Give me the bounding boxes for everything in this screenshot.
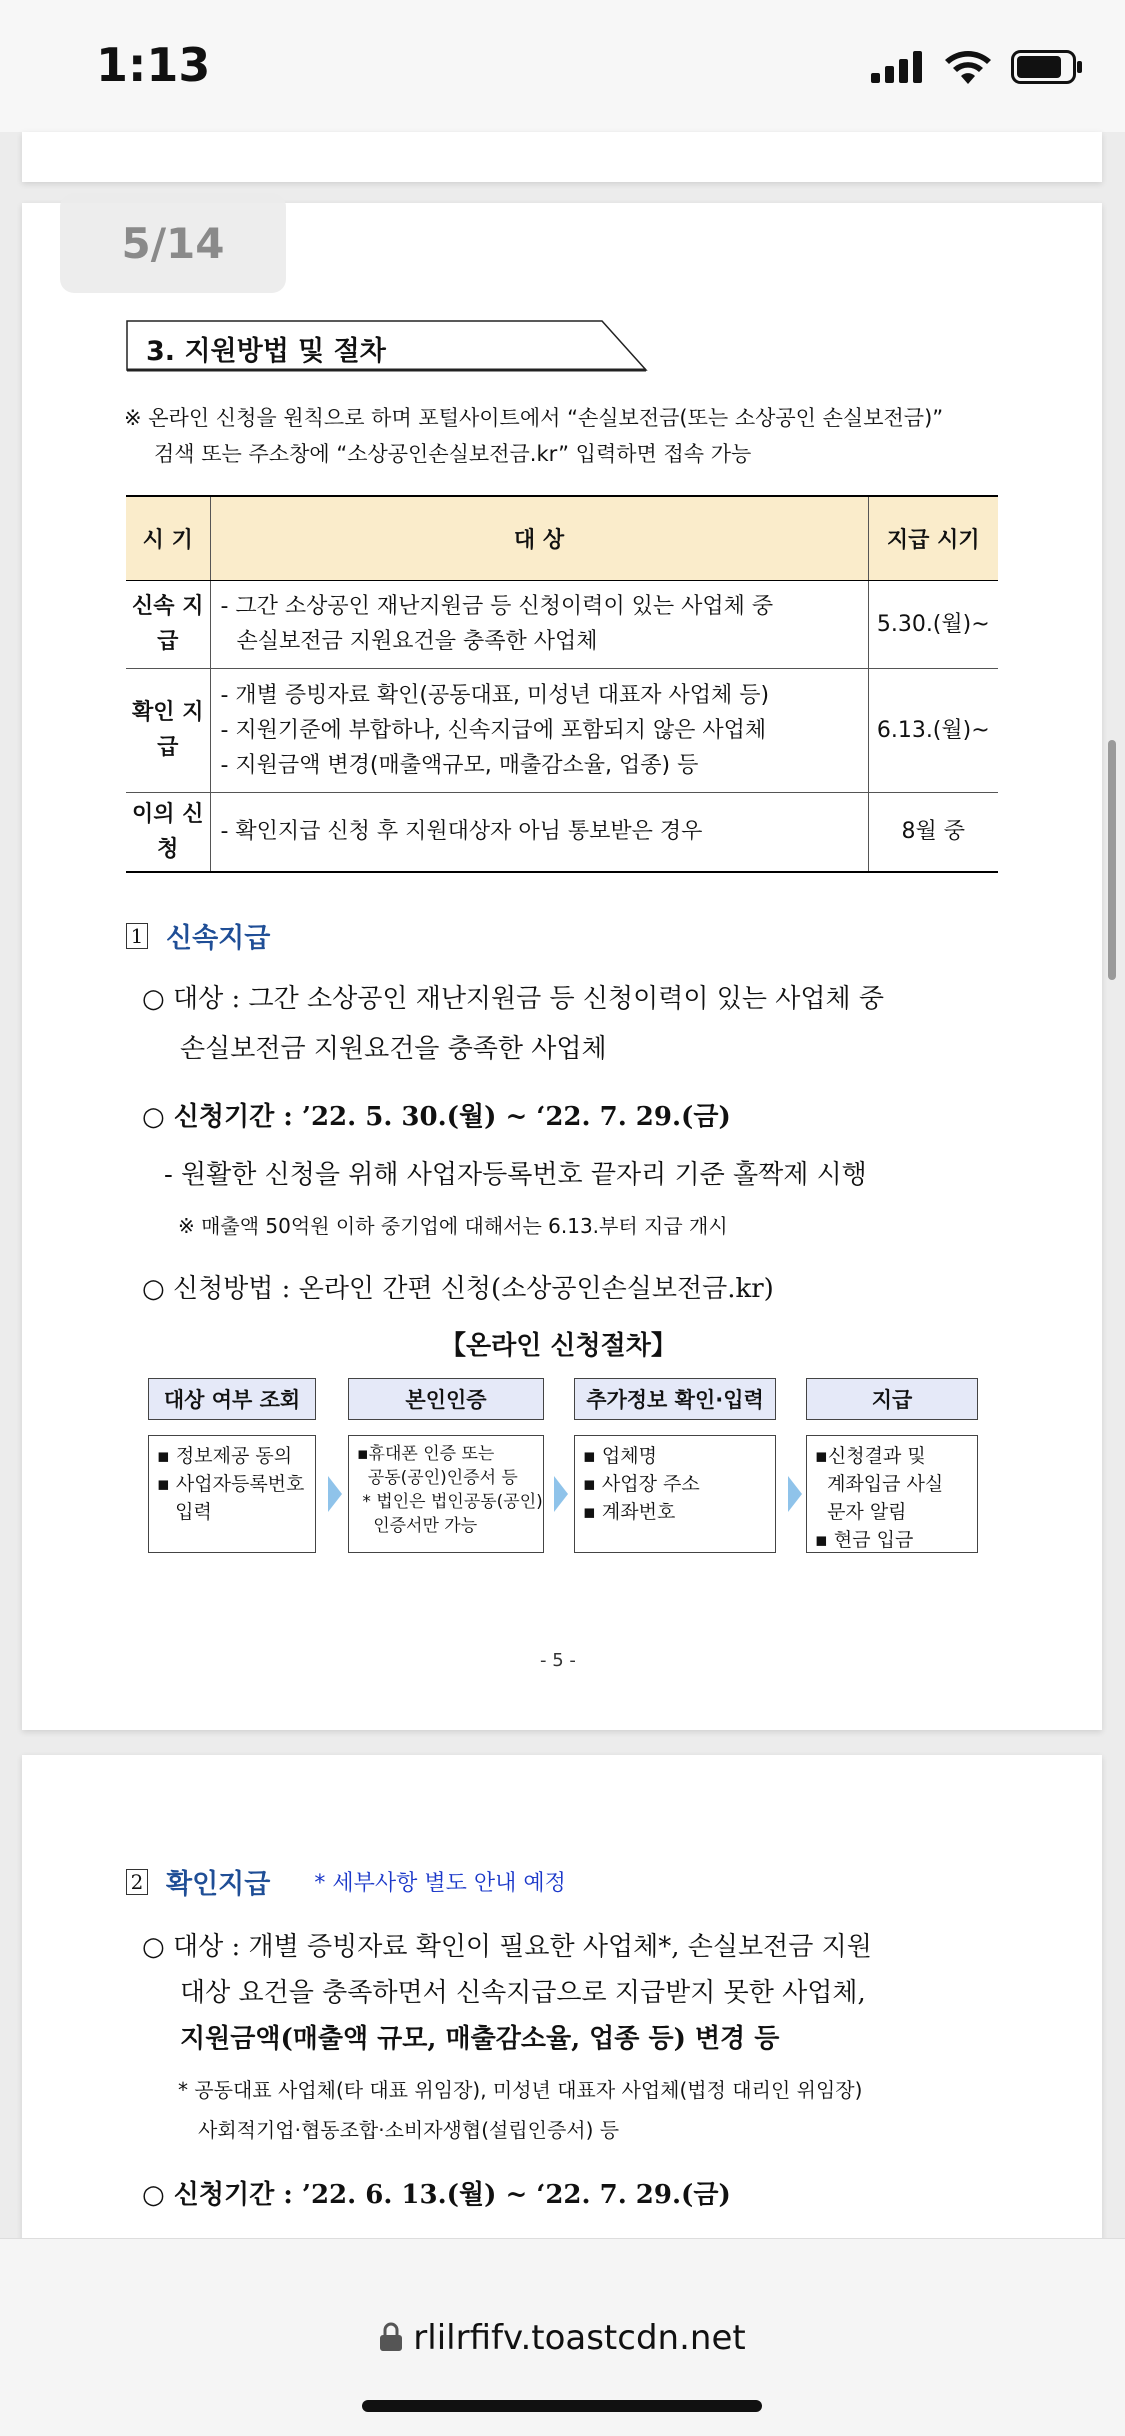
table-cell-target (210, 792, 868, 872)
part1-period-sub: - 원활한 신청을 위해 사업자등록번호 끝자리 기준 홀짝제 시행 (164, 1160, 867, 1190)
table-cell-date: 6.13.(월)~ (868, 668, 998, 792)
part2-note: * 세부사항 별도 안내 예정 (314, 1871, 566, 1896)
part1-number: 1 (126, 923, 148, 949)
target-line: - 개별 증빙자료 확인(공동대표, 미성년 대표자 사업체 등) (220, 682, 770, 708)
page-indicator-badge: 5/14 (60, 193, 286, 293)
flow-step-head: 지급 (806, 1378, 978, 1420)
part1-period: ○ 신청기간 : ’22. 5. 30.(월) ~ ‘22. 7. 29.(금) (142, 1102, 731, 1132)
part2-number: 2 (126, 1869, 148, 1895)
part1-method: ○ 신청방법 : 온라인 간편 신청(소상공인손실보전금.kr) (142, 1274, 774, 1304)
target-line: 손실보전금 지원요건을 충족한 사업체 (236, 629, 598, 654)
flow-step-line: 입력 (157, 1501, 212, 1523)
flow-step-line: ▪ 현금 입금 (815, 1529, 914, 1551)
section-title: 3. 지원방법 및 절차 (146, 336, 386, 367)
flow-arrow-icon (554, 1476, 568, 1512)
table-row (126, 580, 998, 668)
section-note (124, 400, 1014, 472)
part2-target (142, 1924, 1012, 2062)
address-bar[interactable] (0, 2318, 1125, 2358)
part2-target-line3: 지원금액(매출액 규모, 매출감소율, 업종 등) 변경 등 (180, 2024, 780, 2054)
table-cell-target (210, 580, 868, 668)
signal-icon (871, 51, 925, 83)
part2-heading (126, 1862, 566, 1901)
part1-target-line2: 손실보전금 지원요건을 충족한 사업체 (180, 1034, 607, 1064)
wifi-icon (945, 50, 991, 84)
flow-step-line: ▪ 업체명 (583, 1445, 657, 1467)
status-bar (0, 0, 1125, 132)
status-icons (871, 50, 1083, 84)
target-line: - 지원금액 변경(매출액규모, 매출감소율, 업종) 등 (220, 752, 699, 778)
part2-target-line1: ○ 대상 : 개별 증빙자료 확인이 필요한 사업체*, 손실보전금 지원 (142, 1932, 872, 1962)
flow-step-box (148, 1435, 316, 1553)
flow-step-head: 추가정보 확인·입력 (574, 1378, 776, 1420)
flow-step-line: ▪ 계좌번호 (583, 1501, 676, 1523)
part1-heading (126, 916, 270, 955)
flow-step-box (574, 1435, 776, 1553)
part1-target (142, 974, 1012, 1074)
flow-step-line: ▪ 사업장 주소 (583, 1473, 700, 1495)
flow-step-line: 계좌입금 사실 (815, 1473, 944, 1495)
target-line: - 지원기준에 부합하나, 신속지급에 포함되지 않은 사업체 (220, 717, 767, 743)
part2-title: 확인지급 (166, 1869, 271, 1900)
part2-footnote2: 사회적기업·협동조합·소비자생협(설립인증서) 등 (198, 2118, 620, 2142)
flow-step-box (806, 1435, 978, 1553)
flow-step-box (348, 1435, 544, 1553)
part2-period: ○ 신청기간 : ’22. 6. 13.(월) ~ ‘22. 7. 29.(금) (142, 2180, 731, 2210)
table-cell-period: 확인 지급 (126, 668, 210, 792)
table-header-date: 지급 시기 (868, 496, 998, 580)
part2-footnote1: * 공동대표 사업체(타 대표 위임장), 미성년 대표자 사업체(법정 대리인 위임장) (178, 2078, 863, 2102)
flow-step-line: 인증서만 가능 (357, 1516, 478, 1536)
target-line: - 그간 소상공인 재난지원금 등 신청이력이 있는 사업체 중 (220, 594, 774, 619)
flow-step-line: 문자 알림 (815, 1501, 907, 1523)
url-text: rlilrfifv.toastcdn.net (413, 2318, 746, 2358)
section-note-line2: 검색 또는 주소창에 “소상공인손실보전금.kr” 입력하면 접속 가능 (154, 442, 752, 466)
part2-target-line2: 대상 요건을 충족하면서 신속지급으로 지급받지 못한 사업체, (180, 1978, 866, 2008)
page-footer-number: - 5 - (540, 1650, 576, 1671)
document-page-previous (22, 132, 1102, 182)
flow-step-line: * 법인은 법인공동(공인) (357, 1492, 543, 1512)
table-row (126, 668, 998, 792)
table-cell-date: 5.30.(월)~ (868, 580, 998, 668)
table-header-target: 대 상 (210, 496, 868, 580)
flow-step-head: 대상 여부 조회 (148, 1378, 316, 1420)
flow-arrow-icon (788, 1476, 802, 1512)
schedule-table (126, 495, 998, 873)
part1-period-note: ※ 매출액 50억원 이하 중기업에 대해서는 6.13.부터 지급 개시 (178, 1214, 728, 1238)
flow-step-line: ▪ 사업자등록번호 (157, 1473, 305, 1495)
table-cell-period: 이의 신청 (126, 792, 210, 872)
flow-step-line: 공동(공인)인증서 등 (357, 1468, 518, 1488)
target-line: - 확인지급 신청 후 지원대상자 아님 통보받은 경우 (220, 819, 703, 845)
flow-arrow-icon (328, 1476, 342, 1512)
flow-step-line: ▪신청결과 및 (815, 1445, 926, 1467)
battery-icon (1011, 50, 1083, 84)
table-row (126, 792, 998, 872)
part1-target-line1: ○ 대상 : 그간 소상공인 재난지원금 등 신청이력이 있는 사업체 중 (142, 984, 884, 1014)
scrollbar-thumb[interactable] (1108, 740, 1116, 980)
table-cell-date: 8월 중 (868, 792, 998, 872)
table-cell-period: 신속 지급 (126, 580, 210, 668)
table-cell-target (210, 668, 868, 792)
table-header-row (126, 496, 998, 580)
lock-icon (379, 2322, 403, 2352)
flow-step-line: ▪ 정보제공 동의 (157, 1445, 293, 1467)
flow-step-head: 본인인증 (348, 1378, 544, 1420)
table-header-period: 시 기 (126, 496, 210, 580)
part1-title: 신속지급 (166, 923, 271, 954)
status-time: 1:13 (96, 38, 211, 92)
flow-title: 【온라인 신청절차】 (440, 1331, 677, 1361)
section-title-box (126, 320, 648, 372)
flow-step-line: ▪휴대폰 인증 또는 (357, 1444, 495, 1464)
home-indicator[interactable] (362, 2400, 762, 2412)
section-note-line1: ※ 온라인 신청을 원칙으로 하며 포털사이트에서 “손실보전금(또는 소상공인 손실보전금)” (124, 406, 944, 430)
